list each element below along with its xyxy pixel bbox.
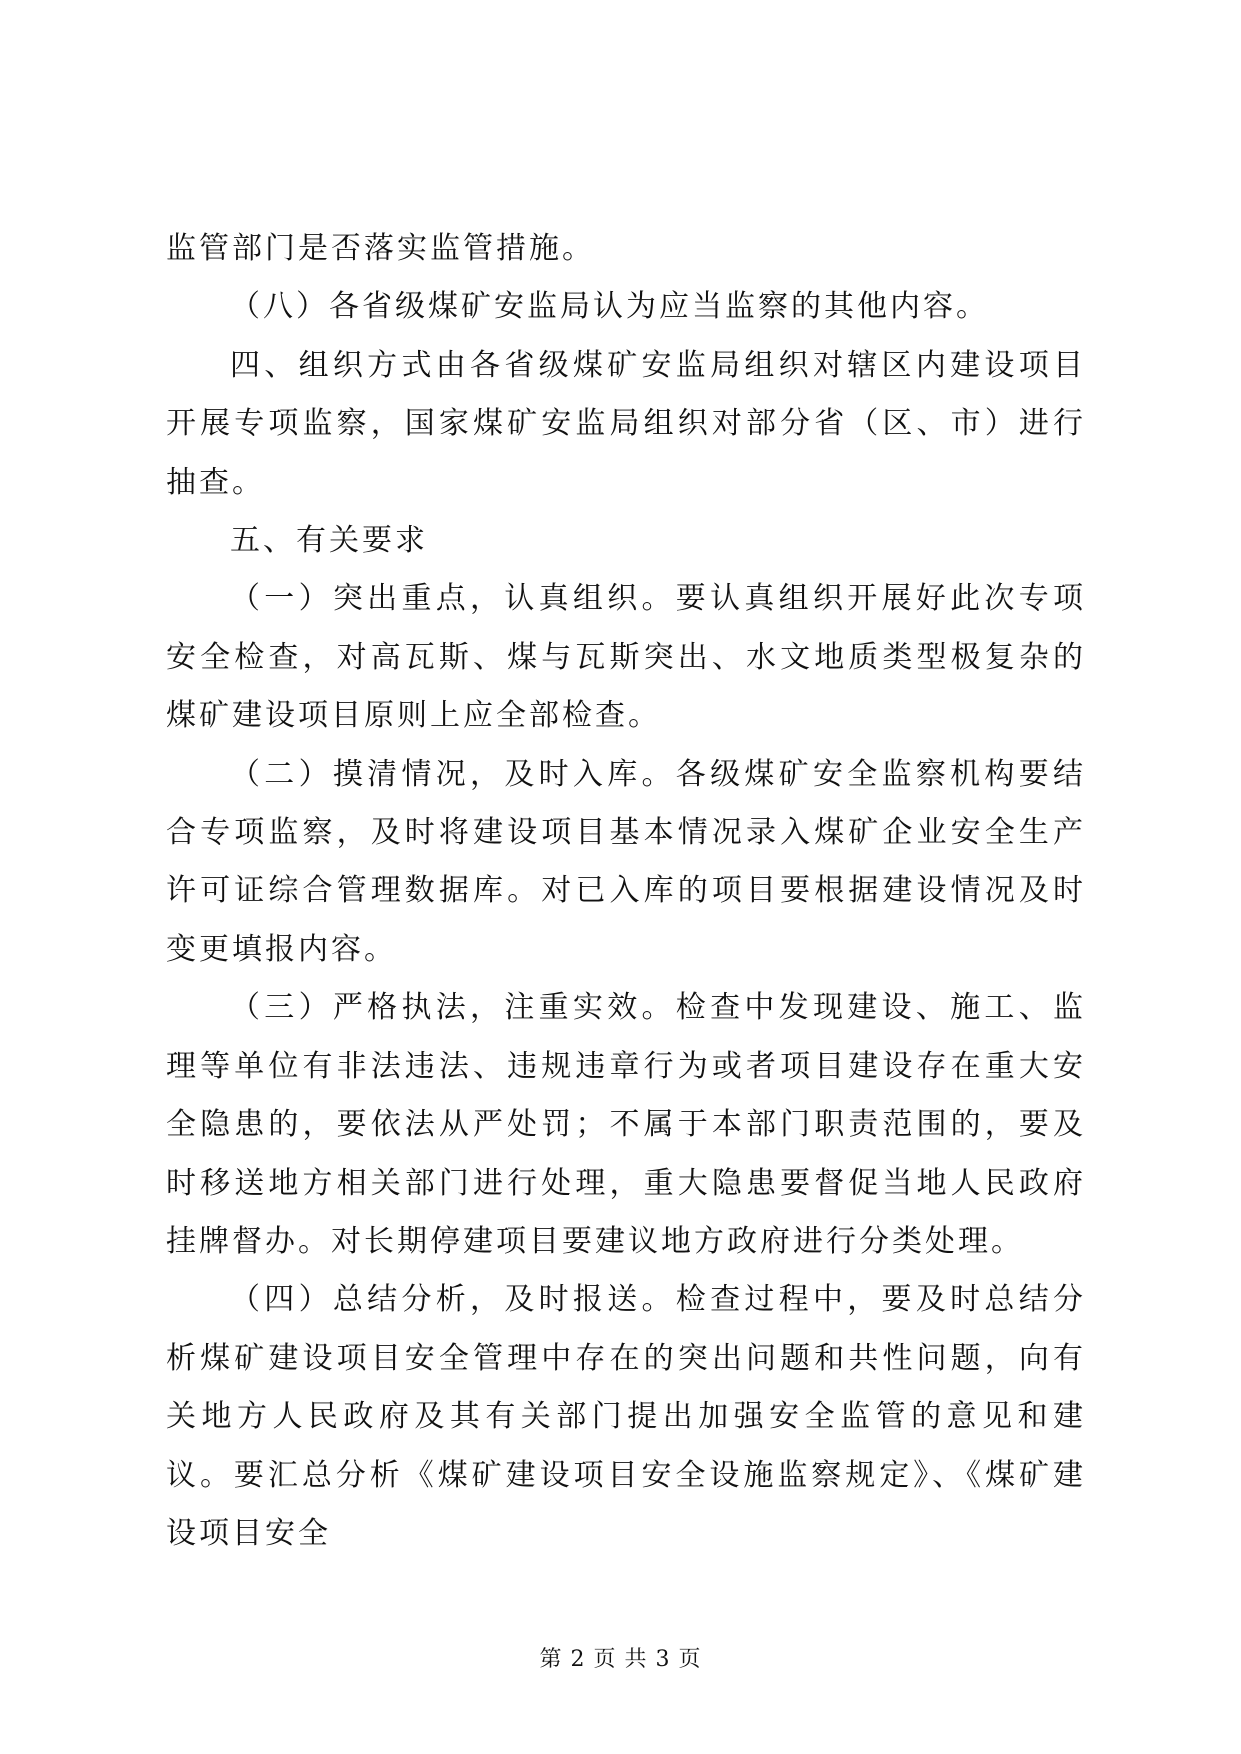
paragraph-section-4-organization: 四、组织方式由各省级煤矿安监局组织对辖区内建设项目开展专项监察，国家煤矿安监局组织对部分省（区、市）进行抽查。	[166, 347, 1086, 500]
paragraph-continuation: 监管部门是否落实监管措施。	[166, 231, 595, 266]
paragraph-requirement-1: （一）突出重点，认真组织。要认真组织开展好此次专项安全检查，对高瓦斯、煤与瓦斯突出、水文地质类型极复杂的煤矿建设项目原则上应全部检查。	[166, 581, 1086, 734]
paragraph-requirement-3: （三）严格执法，注重实效。检查中发现建设、施工、监理等单位有非法违法、违规违章行为或者项目建设存在重大安全隐患的，要依法从严处罚；不属于本部门职责范围的，要及时移送地方相关部门进行处理，重大隐患要督促当地人民政府挂牌督办。对长期停建项目要建议地方政府进行分类处理。	[166, 990, 1086, 1259]
page-number: 第 2 页 共 3 页	[539, 1647, 702, 1672]
paragraph-requirement-4: （四）总结分析，及时报送。检查过程中，要及时总结分析煤矿建设项目安全管理中存在的突出问题和共性问题，向有关地方人民政府及其有关部门提出加强安全监管的意见和建议。要汇总分析《煤矿建设项目安全设施监察规定》、《煤矿建设项目安全	[166, 1282, 1086, 1551]
heading-section-5-requirements: 五、有关要求	[230, 523, 428, 559]
paragraph-item-8: （八）各省级煤矿安监局认为应当监察的其他内容。	[230, 289, 989, 325]
paragraph-requirement-2: （二）摸清情况，及时入库。各级煤矿安全监察机构要结合专项监察，及时将建设项目基本情况录入煤矿企业安全生产许可证综合管理数据库。对已入库的项目要根据建设情况及时变更填报内容。	[166, 756, 1086, 967]
page-footer	[0, 1642, 1241, 1673]
document-body	[166, 220, 1086, 1563]
